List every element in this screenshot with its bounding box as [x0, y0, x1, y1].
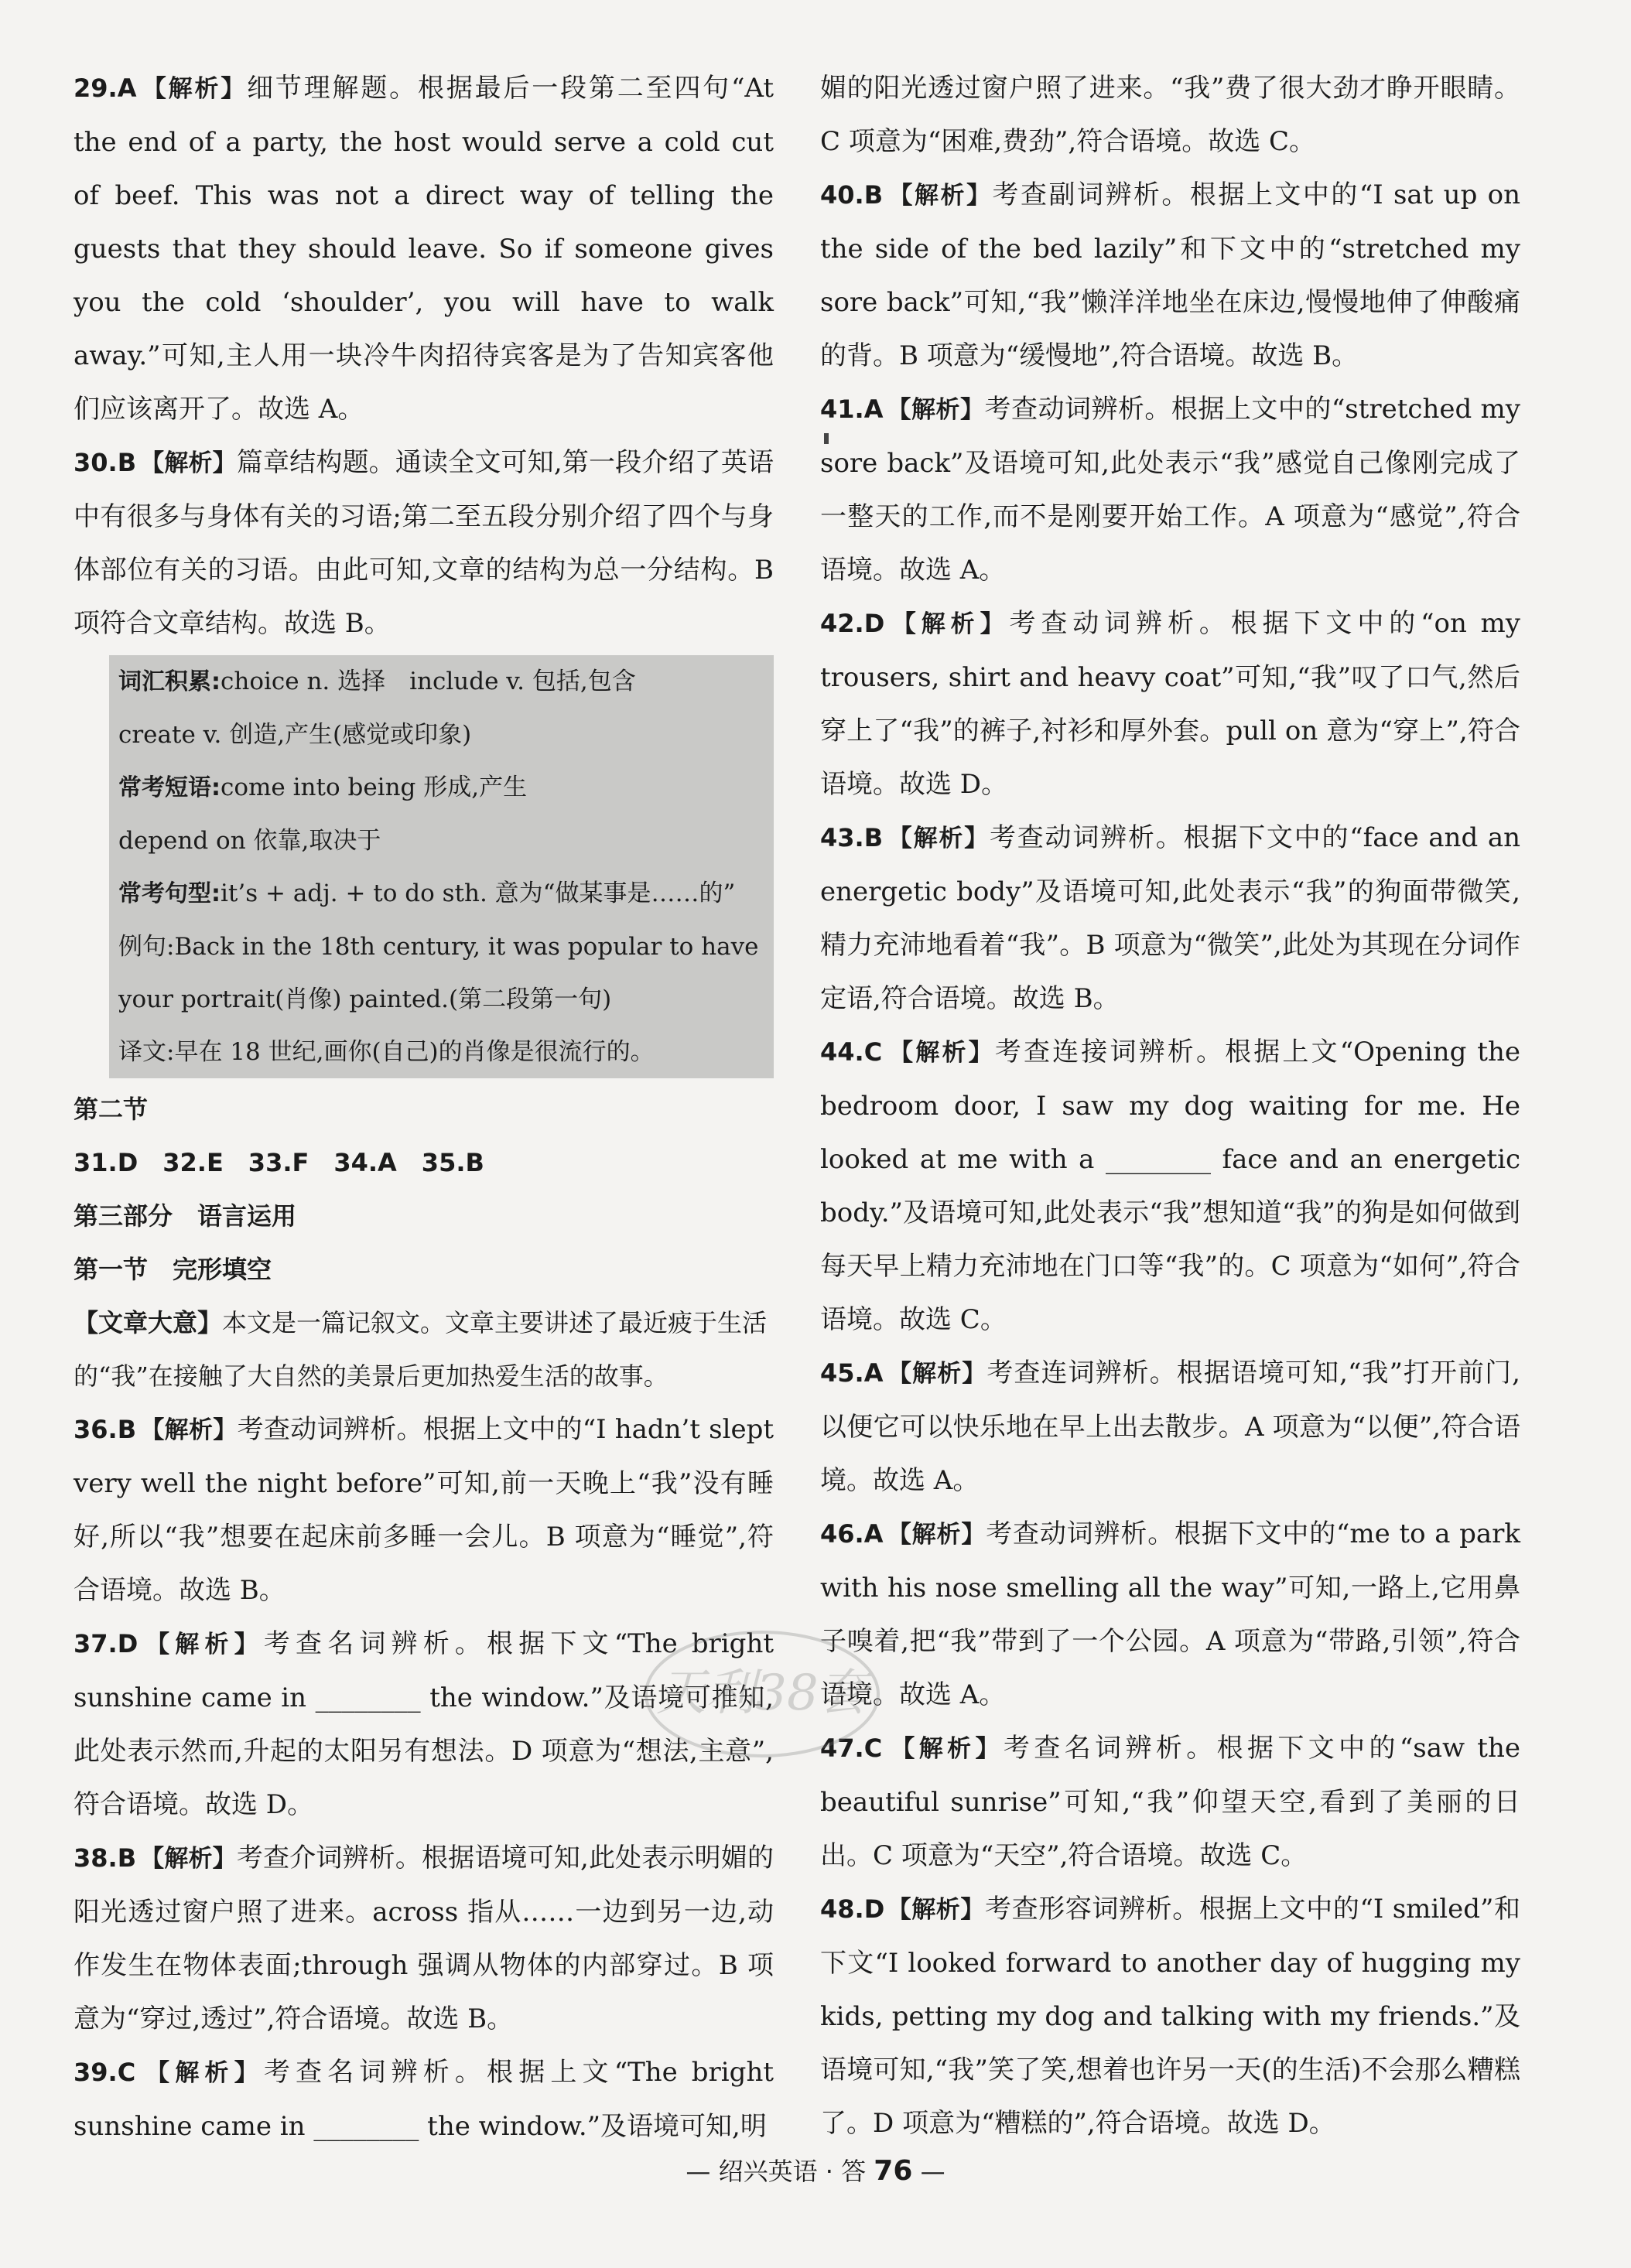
- footer-dash-right: —: [920, 2157, 945, 2186]
- answer-number: 38.B: [74, 1843, 137, 1873]
- answer-text: 考查动词辨析。根据下文中的“on my trousers, shirt and heavy coat”可知,“我”叹了口气,然后穿上了“我”的裤子,衬衫和厚外套。pull on 意为“穿上”,符合语境。故选 D。: [820, 608, 1521, 800]
- right-column: [820, 62, 1520, 2150]
- analysis-tag: 【解析】: [887, 1521, 986, 1549]
- margin-mark: [824, 433, 829, 444]
- example-sentence: 例句:Back in the 18th century, it was popular to have your portrait(肖像) painted.(第二段第一句): [118, 933, 759, 1013]
- answer-41: [820, 383, 1520, 597]
- answer-39-continued: 媚的阳光透过窗户照了进来。“我”费了很大劲才睁开眼睛。C 项意为“困难,费劲”,符合语境。故选 C。: [820, 73, 1520, 157]
- answer-number: 29.A: [74, 73, 137, 103]
- section-heading: 第一节 完形填空: [74, 1255, 272, 1284]
- answer-text: 考查副词辨析。根据上文中的“I sat up on the side of the bed lazily”和下文中的“stretched my sore back”可知,“我”懒洋洋地坐在床边,慢慢地伸了伸酸痛的背。B 项意为“缓慢地”,符合语境。故选 B。: [820, 179, 1520, 371]
- answer-48: [820, 1883, 1520, 2150]
- answer-number: 42.D: [820, 609, 885, 638]
- answer-number: 39.C: [74, 2058, 136, 2087]
- vocab-label: 词汇积累:: [118, 668, 221, 695]
- answer-44: [820, 1026, 1520, 1347]
- analysis-tag: 【解析】: [887, 1039, 995, 1067]
- answer-43: [820, 811, 1520, 1026]
- answer-number: 37.D: [74, 1629, 138, 1658]
- answer-text: 考查名词辨析。根据下文“The bright sunshine came in ________ the window.”及语境可推知,此处表示然而,升起的太阳另有想法。D 项意为“想法,主意”,符合语境。故选 D。: [74, 1628, 774, 1820]
- answer-text: 篇章结构题。通读全文可知,第一段介绍了英语中有很多与身体有关的习语;第二至五段分别介绍了四个与身体部位有关的习语。由此可知,文章的结构为总一分结构。B 项符合文章结构。故选 B。: [74, 447, 774, 639]
- answer-text: 考查连接词辨析。根据上文“Opening the bedroom door, I saw my dog waiting for me. He looked at me with a ________ face and an energetic body.”及语境可知,此处表示“我”想知道“我”的狗是如何做到每天早上精力充沛地在门口等“我”的。C 项意为“如何”,符合语境。故选 C。: [820, 1037, 1520, 1335]
- phrase-label: 常考短语:: [118, 774, 221, 801]
- section-heading: 第二节: [74, 1095, 149, 1124]
- answer-number: 40.B: [820, 180, 884, 210]
- part-heading: 第三部分 语言运用: [74, 1201, 297, 1231]
- answer-number: 48.D: [820, 1894, 885, 1924]
- analysis-tag: 【解析】: [887, 1360, 987, 1388]
- phrase-line: come into being 形成,产生: [221, 774, 528, 801]
- vocab-line: choice n. 选择 include v. 包括,包含: [221, 668, 636, 695]
- answer-key-row: 31.D 32.E 33.F 34.A 35.B: [74, 1148, 484, 1177]
- answer-text: 考查动词辨析。根据上文中的“stretched my sore back”及语境可知,此处表示“我”感觉自己像刚完成了一整天的工作,而不是刚要开始工作。A 项意为“感觉”,符合语境。故选 A。: [820, 394, 1520, 586]
- analysis-tag: 【解析】: [887, 182, 993, 210]
- answer-text: 细节理解题。根据最后一段第二至四句“At the end of a party, the host would serve a cold cut of beef. This was not a direct way of telling the guests that they should leave. So if someone gives you the cold ‘shoulder’, you will have to walk away.”可知,主人用一块冷牛肉招待宾客是为了告知宾客他们应该离开了。故选 A。: [74, 73, 774, 425]
- answer-40: [820, 169, 1520, 383]
- answer-text: 考查动词辨析。根据下文中的“face and an energetic body”及语境可知,此处表示“我”的狗面带微笑,精力充沛地看着“我”。B 项意为“微笑”,此处为其现在分词作定语,符合语境。故选 B。: [820, 822, 1520, 1014]
- analysis-tag: 【解析】: [140, 75, 248, 103]
- analysis-tag: 【解析】: [140, 449, 237, 477]
- analysis-tag: 【解析】: [140, 1845, 237, 1873]
- analysis-tag: 【解析】: [887, 1896, 986, 1924]
- answer-46: [820, 1508, 1520, 1722]
- answer-47: [820, 1722, 1520, 1883]
- answer-number: 46.A: [820, 1519, 884, 1549]
- translation-sentence: 译文:早在 18 世纪,画你(自己)的肖像是很流行的。: [118, 1038, 655, 1066]
- analysis-tag: 【解析】: [140, 1631, 264, 1658]
- page-number: 76: [874, 2155, 913, 2187]
- answer-45: [820, 1347, 1520, 1508]
- answer-number: 43.B: [820, 823, 884, 852]
- analysis-tag: 【解析】: [887, 610, 1010, 638]
- answer-text: 考查动词辨析。根据上文中的“I hadn’t slept very well the night before”可知,前一天晚上“我”没有睡好,所以“我”想要在起床前多睡一会儿。B 项意为“睡觉”,符合语境。故选 B。: [74, 1414, 774, 1606]
- answer-36: [74, 1403, 774, 1617]
- left-column: [74, 62, 774, 2154]
- answer-29: [74, 62, 774, 436]
- analysis-tag: 【解析】: [887, 1735, 1004, 1763]
- pattern-line: it’s + adj. + to do sth. 意为“做某事是……的”: [221, 880, 736, 907]
- answer-number: 47.C: [820, 1733, 883, 1763]
- summary-text: 本文是一篇记叙文。文章主要讲述了最近疲于生活的“我”在接触了大自然的美景后更加热爱生活的故事。: [74, 1308, 768, 1391]
- answer-text: 考查连词辨析。根据语境可知,“我”打开前门,以便它可以快乐地在早上出去散步。A 项意为“以便”,符合语境。故选 A。: [820, 1358, 1520, 1496]
- answer-number: 36.B: [74, 1415, 137, 1444]
- analysis-tag: 【解析】: [140, 1416, 238, 1444]
- vocabulary-box: [109, 655, 774, 1078]
- footer-dash-left: —: [686, 2157, 711, 2186]
- answer-text: 考查动词辨析。根据下文中的“me to a park with his nose smelling all the way”可知,一路上,它用鼻子嗅着,把“我”带到了一个公园。A 项意为“带路,引领”,符合语境。故选 A。: [820, 1518, 1521, 1710]
- vocab-line: create v. 创造,产生(感觉或印象): [118, 721, 472, 749]
- footer-label: 绍兴英语 · 答: [718, 2157, 867, 2186]
- answer-text: 考查名词辨析。根据上文“The bright sunshine came in ________ the window.”及语境可知,明: [74, 2057, 774, 2142]
- answer-42: [820, 597, 1520, 811]
- answer-38: [74, 1832, 774, 2046]
- analysis-tag: 【解析】: [887, 396, 985, 424]
- phrase-line: depend on 依靠,取决于: [118, 827, 381, 855]
- page-footer: [0, 2152, 1631, 2188]
- answer-number: 41.A: [820, 395, 884, 424]
- summary-label: 【文章大意】: [74, 1308, 223, 1337]
- pattern-label: 常考句型:: [118, 880, 221, 907]
- answer-30: [74, 436, 774, 651]
- answer-text: 考查介词辨析。根据语境可知,此处表示明媚的阳光透过窗户照了进来。across 指从……一边到另一边,动作发生在物体表面;through 强调从物体的内部穿过。B 项意为“穿过,透过”,符合语境。故选 B。: [74, 1843, 774, 2034]
- answer-number: 45.A: [820, 1358, 884, 1388]
- answer-39: [74, 2046, 774, 2154]
- answer-text: 考查名词辨析。根据下文中的“saw the beautiful sunrise”可知,“我”仰望天空,看到了美丽的日出。C 项意为“天空”,符合语境。故选 C。: [820, 1733, 1520, 1871]
- publisher-watermark: [634, 1617, 890, 1771]
- answer-number: 44.C: [820, 1037, 883, 1067]
- analysis-tag: 【解析】: [887, 825, 990, 852]
- answer-text: 考查形容词辨析。根据上文中的“I smiled”和下文“I looked forward to another day of hugging my kids, petting my dog and talking with my friends.”及语境可知,“我”笑了笑,想着也许另一天(的生活)不会那么糟糕了。D 项意为“糟糕的”,符合语境。故选 D。: [820, 1894, 1521, 2139]
- answer-number: 30.B: [74, 448, 137, 477]
- analysis-tag: 【解析】: [140, 2059, 264, 2087]
- watermark-text: 天利38套: [656, 1665, 868, 1722]
- passage-summary: [74, 1296, 774, 1403]
